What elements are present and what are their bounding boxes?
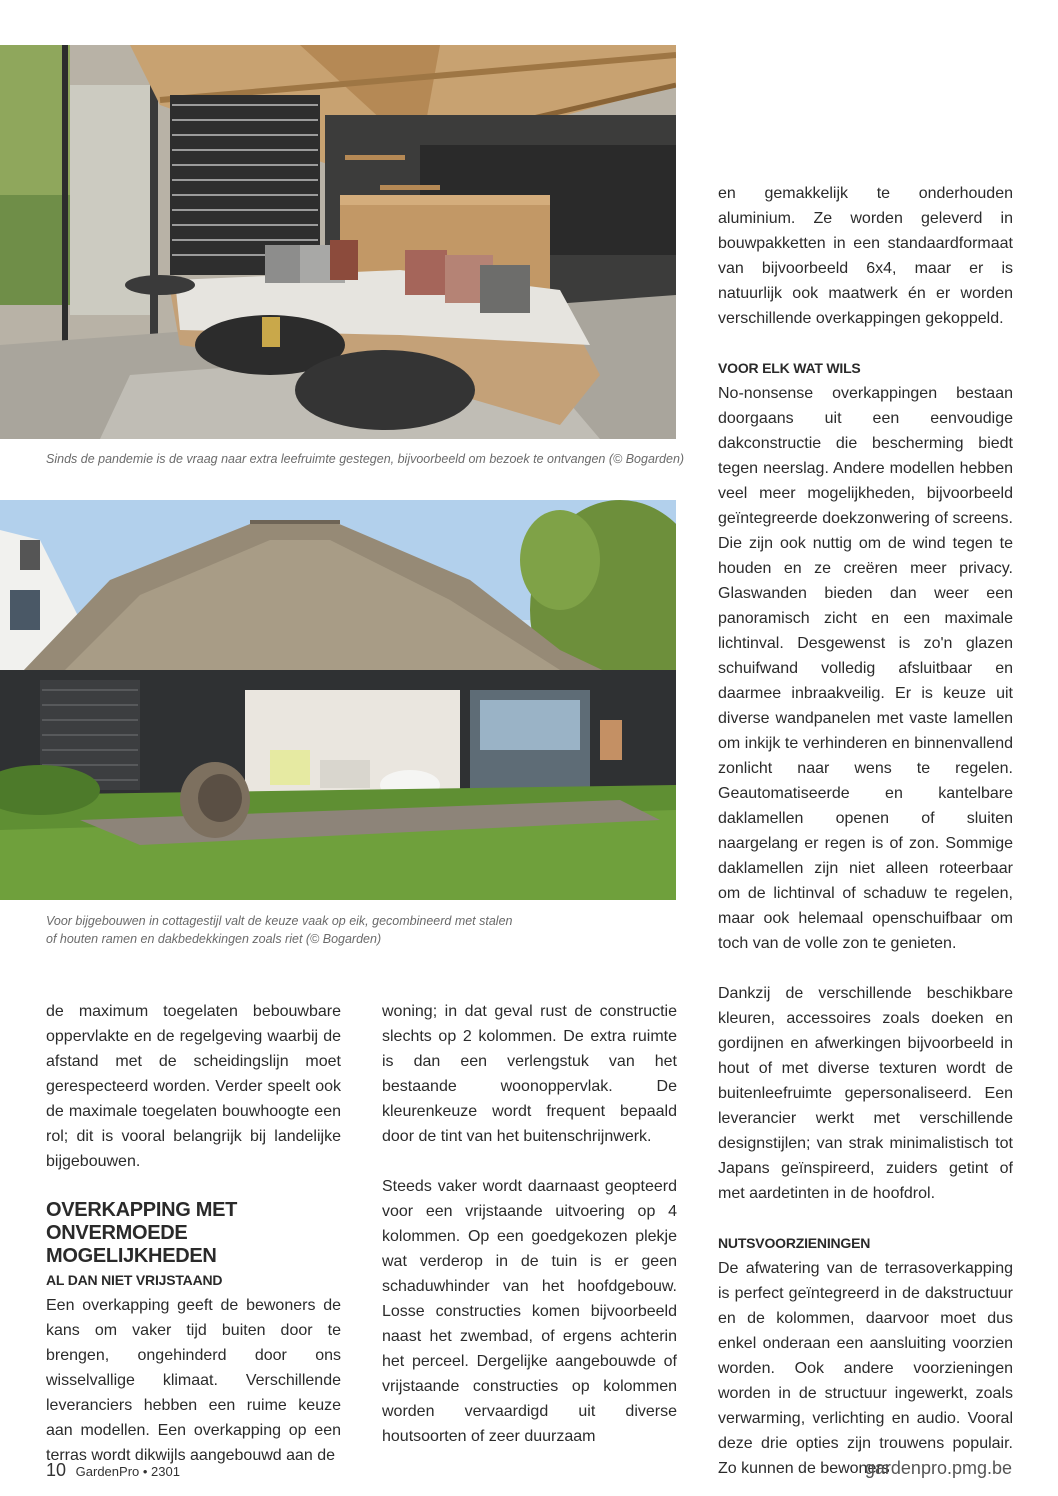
section-heading-overkapping bbox=[46, 1199, 341, 1268]
right-paragraph-3: Dankzij de verschillende beschikbare kleuren, accessoires zoals doeken en gordijnen en afwerkingen bijvoorbeeld in hout of met diverse texturen wordt de buitenleefruimte gepersonaliseerd. Een leverancier werkt met verschillende designstijlen; van strak minimalistisch tot Japans geïnspireerd, zuiders getint of met aardetinten in de hoofdrol. bbox=[718, 985, 1013, 1202]
article-column-middle bbox=[382, 999, 677, 1449]
left-paragraph-2: Een overkapping geeft de bewoners de kans om vaker tijd buiten door te brengen, ongehinderd door ons wisselvallige klimaat. Verschillende leveranciers hebben een ruime keuze aan modellen. Een overkapping op een terras wordt dikwijls aangebouwd aan de bbox=[46, 1297, 341, 1464]
heading-line-2: ONVERMOEDE MOGELIJKHEDEN bbox=[46, 1222, 217, 1267]
subheading-vrijstaand: AL DAN NIET VRIJSTAAND bbox=[46, 1272, 223, 1288]
page-number: 10 bbox=[46, 1460, 67, 1480]
left-paragraph-1: de maximum toegelaten bebouwbare oppervlakte en de regelgeving waarbij de afstand met de scheidingslijn moet gerespecteerd worden. Verder speelt ook de maximale toegelaten bouwhoogte een rol; dit is vooral belangrijk bij landelijke bijgebouwen. bbox=[46, 1003, 341, 1170]
section-heading-nutsvoorzieningen: NUTSVOORZIENINGEN bbox=[718, 1235, 871, 1251]
right-paragraph-2: No-nonsense overkappingen bestaan doorgaans uit een eenvoudige dakconstructie die bescherming biedt tegen neerslag. Andere modellen hebben veel meer mogelijkheden, bijvoorbeeld geïntegreerde doekzonwering of screens. Die zijn ook nuttig om de wind tegen te houden en ze creëren meer privacy. Glaswanden bieden dan weer een panoramisch zicht en een maximale lichtinval. Desgewenst is zo'n glazen schuifwand volledig afsluitbaar en daarmee inbraakveilig. Er is keuze uit diverse wandpanelen met vaste lamellen om inkijk te verhinderen en binnenvallend zonlicht naar wens te regelen. Geautomatiseerde en kantelbare daklamellen openen of sluiten naargelang er regen is of zon. Sommige daklamellen zijn niet alleen roteerbaar om de lichtinval of schaduw te regelen, maar ook helemaal openschuifbaar om toch van de volle zon te genieten. bbox=[718, 385, 1013, 952]
top-photo-caption: Sinds de pandemie is de vraag naar extra leefruimte gestegen, bijvoorbeeld om bezoek te ontvangen (© Bogarden) bbox=[46, 452, 685, 466]
thatched-cottage-photo bbox=[0, 500, 676, 900]
middle-photo-caption bbox=[46, 912, 686, 948]
middle-photo-caption-line2: of houten ramen en dakbedekkingen zoals riet (© Bogarden) bbox=[46, 932, 382, 946]
middle-paragraph-2: Steeds vaker wordt daarnaast geopteerd voor een vrijstaande uitvoering op 4 kolommen. Op een goedgekozen plekje wat verderop in de tuin is er geen schaduwhinder van het hoofdgebouw. Losse constructies komen bijvoorbeeld naast het zwembad, of ergens achterin het perceel. Dergelijke aangebouwde of vrijstaande constructies op kolommen worden vervaardigd uit diverse houtsoorten of zeer duurzaam bbox=[382, 1178, 677, 1445]
page-footer-left bbox=[46, 1460, 180, 1481]
heading-line-1: OVERKAPPING MET bbox=[46, 1199, 238, 1221]
middle-paragraph-1: woning; in dat geval rust de constructie slechts op 2 kolommen. De extra ruimte is dan een verlengstuk van het bestaande woonoppervlak. De kleurenkeuze wordt frequent bepaald door de tint van het buitenschrijnwerk. bbox=[382, 1003, 677, 1145]
article-column-right bbox=[718, 181, 1013, 1481]
right-paragraph-1: en gemakkelijk te onderhouden aluminium. Ze worden geleverd in bouwpakketten in een standaardformaat van bijvoorbeeld 6x4, maar er is natuurlijk ook maatwerk én er worden verschillende overkappingen gekoppeld. bbox=[718, 185, 1013, 327]
middle-photo-caption-line1: Voor bijgebouwen in cottagestijl valt de keuze vaak op eik, gecombineerd met stalen bbox=[46, 914, 513, 928]
website-url: gardenpro.pmg.be bbox=[864, 1458, 1012, 1478]
section-heading-voor-elk: VOOR ELK WAT WILS bbox=[718, 360, 861, 376]
magazine-issue: GardenPro • 2301 bbox=[75, 1464, 180, 1479]
interior-pool-house-photo bbox=[0, 45, 676, 439]
article-column-left bbox=[46, 999, 341, 1468]
right-paragraph-4: De afwatering van de terrasoverkapping is perfect geïntegreerd in de dakstructuur en de kolommen, daarvoor moet dus enkel onderaan een aansluiting voorzien worden. Ook andere voorzieningen worden in de structuur ingewerkt, zoals verwarming, verlichting en audio. Vooral deze drie opties zijn trouwens populair. Zo kunnen de bewoners bbox=[718, 1260, 1013, 1477]
